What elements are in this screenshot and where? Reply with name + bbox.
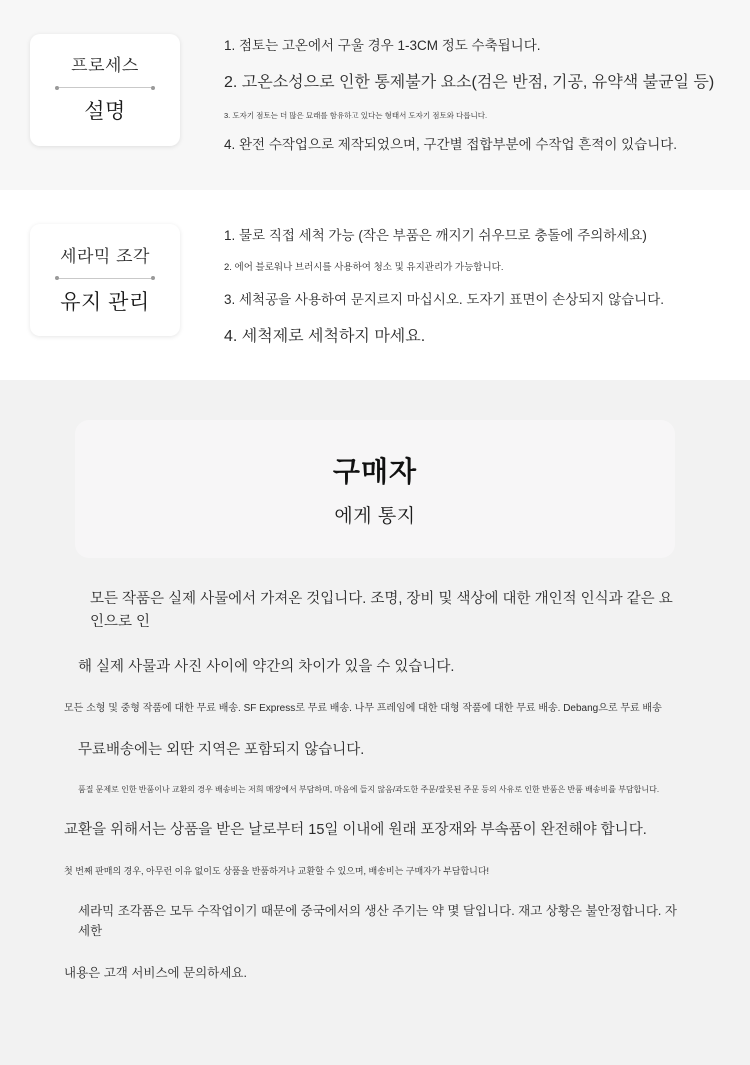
notice-paragraph: 교환을 위해서는 상품을 받은 날로부터 15일 이내에 원래 포장재와 부속품이 완전해야 합니다.	[64, 822, 647, 839]
notice-paragraph: 해 실제 사물과 사진 사이에 약간의 차이가 있을 수 있습니다.	[78, 659, 455, 675]
list-item: 3. 도자기 점토는 더 많은 묘래를 함유하고 있다는 형태서 도자기 점토와 다릅니다.	[224, 110, 488, 120]
process-label-bottom: 설명	[84, 100, 126, 124]
list-item: 4. 세척제로 세척하지 마세요.	[224, 327, 426, 345]
process-label-top: 프로세스	[71, 56, 139, 76]
notice-paragraph: 내용은 고객 서비스에 문의하세요.	[64, 965, 247, 980]
divider-line	[59, 87, 151, 88]
notice-body	[0, 558, 750, 983]
section-maintenance	[0, 190, 750, 379]
maintenance-label-top: 세라믹 조각	[60, 246, 150, 266]
maintenance-list	[180, 218, 750, 349]
notice-paragraph: 첫 번째 판매의 경우, 아무런 이유 없이도 상품을 반품하거나 교환할 수 있으며, 배송비는 구매자가 부담합니다!	[64, 866, 490, 877]
list-item: 4. 완전 수작업으로 제작되었으며, 구간별 접합부분에 수작업 흔적이 있습니다.	[224, 137, 678, 153]
list-item: 2. 에어 블로워나 브러시를 사용하여 청소 및 유지관리가 가능합니다.	[224, 262, 504, 274]
maintenance-label-bottom: 유지 관리	[60, 290, 150, 314]
notice-title: 구매자	[332, 455, 418, 487]
notice-subtitle: 에게 통지	[334, 505, 416, 527]
section-buyer-notice	[0, 380, 750, 1065]
process-row	[0, 28, 750, 156]
notice-paragraph: 품질 문제로 인한 반품이나 교환의 경우 배송비는 저희 매장에서 부담하며, 마음에 들지 않음/과도한 주문/잘못된 주문 등의 사유로 인한 반품은 반품 배송비를 부담합니다.	[78, 785, 660, 795]
maintenance-row	[0, 218, 750, 349]
list-item: 2. 고온소성으로 인한 통제불가 요소(검은 반점, 기공, 유약색 불균일 등)	[224, 73, 715, 91]
section-process	[0, 0, 750, 190]
notice-paragraph: 세라믹 조각품은 모두 수작업이기 때문에 중국에서의 생산 주기는 약 몇 달입니다. 재고 상황은 불안정합니다. 자세한	[78, 903, 677, 938]
process-label-card	[30, 34, 180, 146]
notice-banner	[75, 420, 675, 558]
list-item: 1. 물로 직접 세척 가능 (작은 부품은 깨지기 쉬우므로 충돌에 주의하세요)	[224, 228, 647, 244]
notice-paragraph: 모든 소형 및 중형 작품에 대한 무료 배송. SF Express로 무료 배송. 나무 프레임에 대한 대형 작품에 대한 무료 배송. Debang으로 무료 배송	[64, 703, 662, 715]
maintenance-label-card	[30, 224, 180, 336]
process-list	[180, 28, 750, 156]
notice-paragraph: 모든 작품은 실제 사물에서 가져온 것입니다. 조명, 장비 및 색상에 대한 개인적 인식과 같은 요인으로 인	[90, 590, 673, 630]
list-item: 3. 세척공을 사용하여 문지르지 마십시오. 도자기 표면이 손상되지 않습니다.	[224, 291, 664, 307]
list-item: 1. 점토는 고온에서 구울 경우 1-3CM 정도 수축됩니다.	[224, 38, 541, 53]
notice-paragraph: 무료배송에는 외딴 지역은 포함되지 않습니다.	[78, 742, 365, 759]
divider-line	[59, 278, 151, 279]
